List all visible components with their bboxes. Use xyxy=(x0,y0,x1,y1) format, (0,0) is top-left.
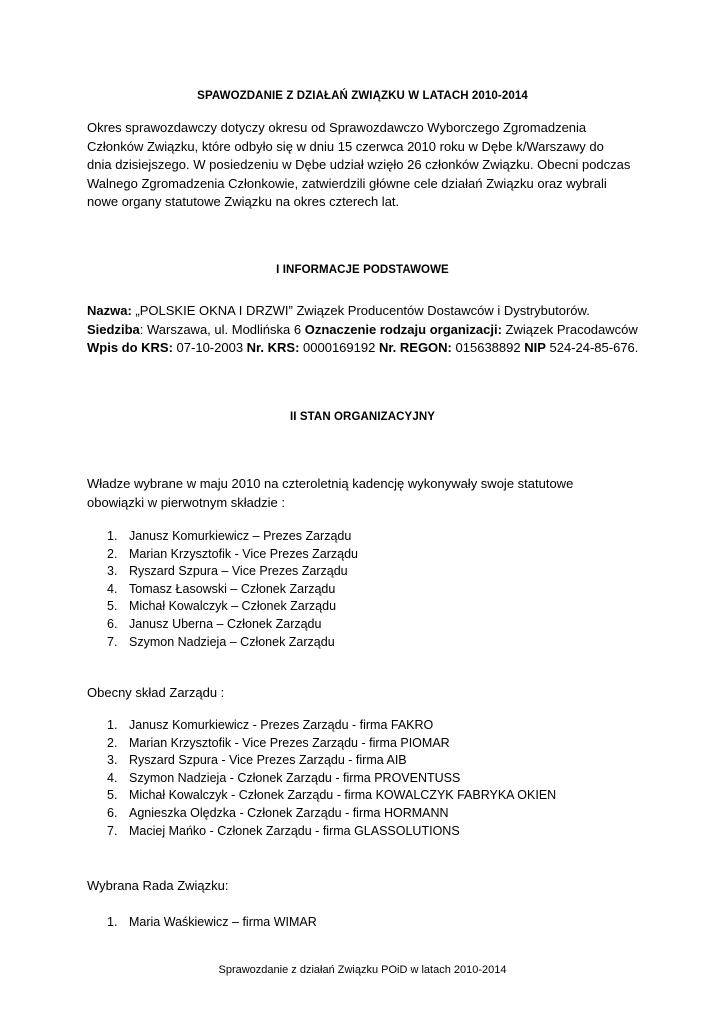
intro-line: Okres sprawozdawczy dotyczy okresu od Sprawozdawczo Wyborczego Zgromadzenia xyxy=(87,120,587,135)
intro-line: nowe organy statutowe Związku na okres czterech lat. xyxy=(87,194,400,209)
list-item: 1. Janusz Komurkiewicz - Prezes Zarządu - firma FAKRO xyxy=(107,718,434,732)
list-item: 1. Janusz Komurkiewicz – Prezes Zarządu xyxy=(107,529,352,543)
section-heading-organization: II STAN ORGANIZACYJNY xyxy=(289,411,435,423)
intro-paragraph xyxy=(87,119,647,212)
board-current-list xyxy=(87,717,556,840)
nip-label: NIP xyxy=(524,340,546,355)
list-item: 1. Maria Waśkiewicz – firma WIMAR xyxy=(107,915,317,929)
krs-date-label: Wpis do KRS: xyxy=(87,340,173,355)
list-item: 6. Janusz Uberna – Członek Zarządu xyxy=(107,616,322,631)
nazwa-label: Nazwa: xyxy=(87,303,132,318)
krs-date-value: 07-10-2003 xyxy=(172,340,247,355)
intro-line: Walnego Zgromadzenia Członkowie, zatwierdzili główne cele działań Związku oraz wybrali xyxy=(87,175,607,191)
regon-label: Nr. REGON: xyxy=(378,340,452,355)
list-item: 5. Michał Kowalczyk - Członek Zarządu - firma KOWALCZYK FABRYKA OKIEN xyxy=(107,788,557,803)
authorities-line: Władze wybrane w maju 2010 na czteroletnią kadencję wykonywały swoje statutowe xyxy=(87,476,574,491)
list-item: 7. Szymon Nadzieja – Członek Zarządu xyxy=(107,634,335,649)
list-item: 3. Ryszard Szpura - Vice Prezes Zarządu - firma AIB xyxy=(107,753,407,768)
nazwa-value: „POLSKIE OKNA I DRZWI” Związek Producentów Dostawców i Dystrybutorów. xyxy=(131,303,590,318)
intro-line: dnia dzisiejszego. W posiedzeniu w Dębe udział wzięło 26 członków Związku. Obecni podczas xyxy=(87,157,631,172)
info-line-name xyxy=(87,302,687,321)
council-list xyxy=(87,914,317,932)
section-heading-basic-info: I INFORMACJE PODSTAWOWE xyxy=(276,264,449,276)
list-item: 2. Marian Krzysztofik - Vice Prezes Zarządu - firma PIOMAR xyxy=(107,735,450,750)
intro-line: Członków Związku, które odbyło się w dniu 15 czerwca 2010 roku w Dębe k/Warszawy do xyxy=(87,138,604,154)
basic-info-block xyxy=(87,302,687,358)
info-line-seat xyxy=(87,321,687,340)
list-item: 4. Szymon Nadzieja - Członek Zarządu - firma PROVENTUSS xyxy=(107,770,461,785)
list-item: 5. Michał Kowalczyk – Członek Zarządu xyxy=(107,599,337,614)
current-board-label: Obecny skład Zarządu : xyxy=(87,685,225,700)
siedziba-label: Siedziba xyxy=(87,321,140,337)
list-item: 3. Ryszard Szpura – Vice Prezes Zarządu xyxy=(107,564,348,579)
oznaczenie-value: Związek Pracodawców xyxy=(501,321,638,337)
list-item: 2. Marian Krzysztofik - Vice Prezes Zarządu xyxy=(107,546,359,561)
authorities-line: obowiązki w pierwotnym składzie : xyxy=(87,494,285,510)
authorities-intro xyxy=(87,475,647,512)
page-footer: Sprawozdanie z działań Związku POiD w latach 2010-2014 xyxy=(218,964,507,976)
board-2010-list xyxy=(87,528,358,651)
document-title: SPAWOZDANIE Z DZIAŁAŃ ZWIĄZKU W LATACH 2010-2014 xyxy=(197,90,528,102)
krs-value: 0000169192 xyxy=(299,340,379,355)
list-item: 7. Maciej Mańko - Członek Zarządu - firma GLASSOLUTIONS xyxy=(107,823,460,838)
regon-value: 015638892 xyxy=(451,340,525,355)
list-item: 6. Agnieszka Olędzka - Członek Zarządu - firma HORMANN xyxy=(107,805,449,820)
list-item: 4. Tomasz Łasowski – Członek Zarządu xyxy=(107,581,336,596)
oznaczenie-label: Oznaczenie rodzaju organizacji: xyxy=(304,321,502,337)
siedziba-value: : Warszawa, ul. Modlińska 6 xyxy=(139,321,305,337)
council-label: Wybrana Rada Związku: xyxy=(87,878,229,893)
info-line-registry xyxy=(87,339,687,358)
krs-label: Nr. KRS: xyxy=(246,340,300,355)
nip-value: 524-24-85-676. xyxy=(545,340,639,355)
